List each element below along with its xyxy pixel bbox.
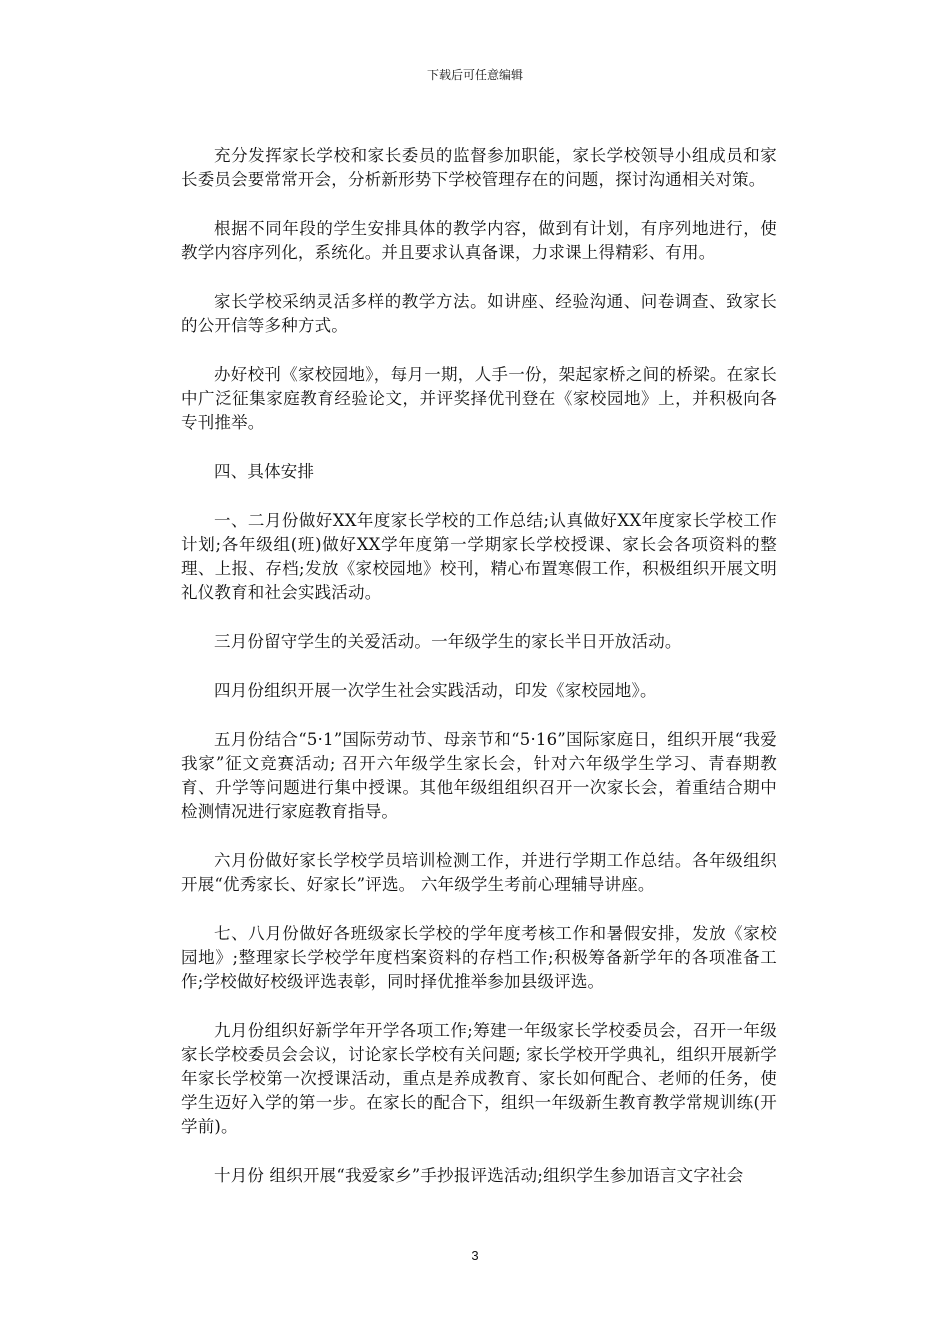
section-heading: 四、具体安排 (214, 462, 315, 481)
paragraph: 四月份组织开展一次学生社会实践活动，印发《家校园地》。 (214, 681, 657, 700)
paragraph: 家长学校采纳灵活多样的教学方法。如讲座、经验沟通、问卷调查、致家长的公开信等多种方式。 (181, 292, 777, 335)
document-body (181, 144, 777, 1213)
page-header: 下载后可任意编辑 (426, 68, 523, 82)
paragraph: 十月份 组织开展“我爱家乡”手抄报评选活动;组织学生参加语言文字社会 (214, 1166, 744, 1185)
paragraph: 一、二月份做好XX年度家长学校的工作总结;认真做好XX年度家长学校工作计划;各年级组(班)做好XX学年度第一学期家长学校授课、家长会各项资料的整理、上报、存档;发放《家校园地》校刊，精心布置寒假工作，积极组织开展文明礼仪教育和社会实践活动。 (181, 511, 777, 602)
paragraph: 三月份留守学生的关爱活动。一年级学生的家长半日开放活动。 (214, 632, 682, 651)
paragraph: 六月份做好家长学校学员培训检测工作，并进行学期工作总结。各年级组织开展“优秀家长、好家长”评选。 六年级学生考前心理辅导讲座。 (181, 851, 777, 894)
page-number: 3 (471, 1248, 479, 1263)
paragraph: 五月份结合“5·1”国际劳动节、母亲节和“5·16”国际家庭日，组织开展“我爱我家”征文竞赛活动; 召开六年级学生家长会，针对六年级学生学习、青春期教育、升学等问题进行集中授课。其他年级组组织召开一次家长会，着重结合期中检测情况进行家庭教育指导。 (181, 730, 777, 821)
paragraph: 办好校刊《家校园地》，每月一期，人手一份，架起家桥之间的桥梁。在家长中广泛征集家庭教育经验论文，并评奖择优刊登在《家校园地》上，并积极向各专刊推举。 (181, 365, 777, 432)
paragraph: 根据不同年段的学生安排具体的教学内容，做到有计划，有序列地进行，使教学内容序列化，系统化。并且要求认真备课，力求课上得精彩、有用。 (181, 219, 777, 262)
paragraph: 充分发挥家长学校和家长委员的监督参加职能，家长学校领导小组成员和家长委员会要常常开会，分析新形势下学校管理存在的问题，探讨沟通相关对策。 (181, 146, 777, 189)
paragraph: 九月份组织好新学年开学各项工作;筹建一年级家长学校委员会，召开一年级家长学校委员会会议，讨论家长学校有关问题; 家长学校开学典礼，组织开展新学年家长学校第一次授课活动，重点是养成教育、家长如何配合、老师的任务，使学生迈好入学的第一步。在家长的配合下，组织一年级新生教育教学常规训练(开学前)。 (181, 1021, 777, 1136)
paragraph: 七、八月份做好各班级家长学校的学年度考核工作和暑假安排，发放《家校园地》;整理家长学校学年度档案资料的存档工作;积极筹备新学年的各项准备工作;学校做好校级评选表彰，同时择优推举参加县级评选。 (181, 924, 777, 991)
